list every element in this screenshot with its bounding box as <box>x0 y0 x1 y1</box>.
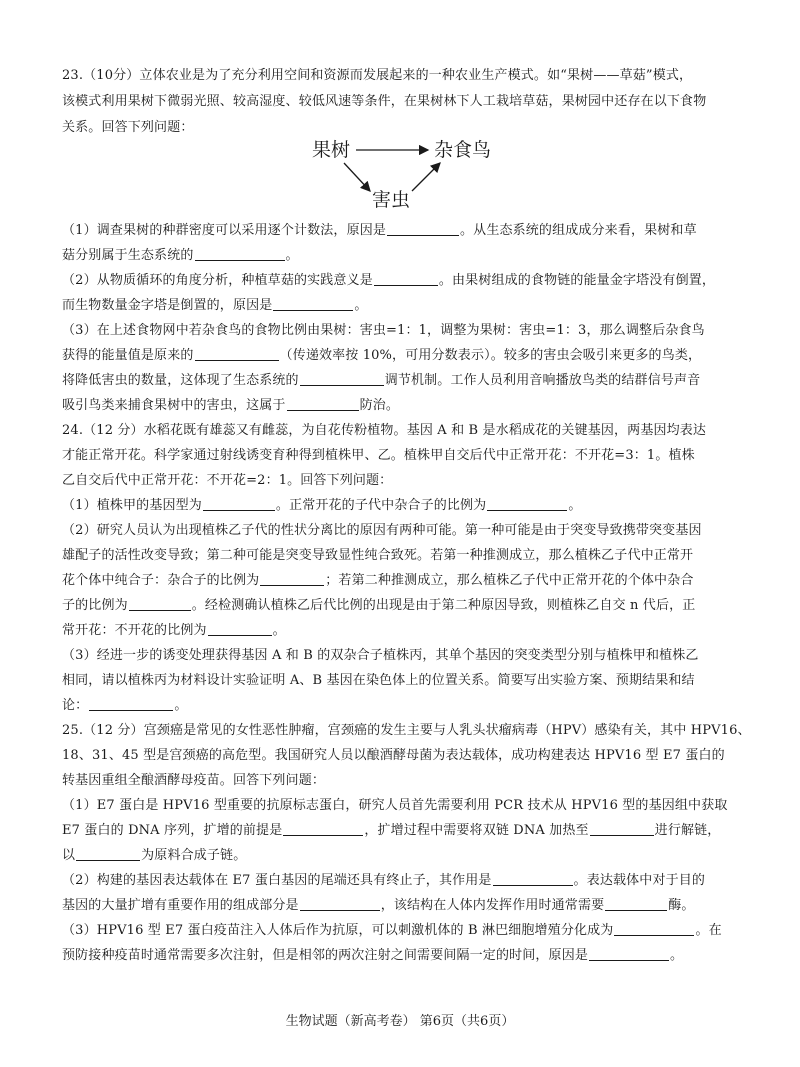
q24-p2-line-2: 雄配子的活性改变导致；第二种可能是突变导致显性纯合致死。若第一种推测成立，那么植株乙子代中正常开 <box>62 548 694 563</box>
q25-p1-line-2: E7 蛋白的 DNA 序列，扩增的前提是 ，扩增过程中需要将双链 DNA 加热至 进行解链， <box>62 823 721 838</box>
answer-blank[interactable] <box>614 921 694 936</box>
answer-blank[interactable] <box>300 896 380 911</box>
q23-line-1: 23.（10分）立体农业是为了充分利用空间和资源而发展起来的一种农业生产模式。如“果树——草菇”模式， <box>62 68 693 83</box>
node-fruit-tree: 果树 <box>312 139 351 161</box>
q25-line-1: 25.（12 分）宫颈癌是常见的女性恶性肿瘤，宫颈癌的发生主要与人乳头状瘤病毒（HPV）感染有关，其中 HPV16、 <box>62 723 751 738</box>
q23-line-2: 该模式利用果树下微弱光照、较高湿度、较低风速等条件，在果树林下人工栽培草菇，果树园中还存在以下食物 <box>62 94 707 109</box>
answer-blank[interactable] <box>487 496 567 511</box>
answer-blank[interactable] <box>374 271 438 286</box>
q23-p3-line-2: 获得的能量值是原来的 （传递效率按 10%，可用分数表示）。较多的害虫会吸引来更多的鸟类， <box>62 348 702 363</box>
node-omnivorous-bird: 杂食鸟 <box>434 139 492 161</box>
q23-p3-line-1: （3）在上述食物网中若杂食鸟的食物比例由果树：害虫=1：1，调整为果树：害虫=1：3，那么调整后杂食鸟 <box>62 323 705 338</box>
q25-line-3: 转基因重组全酿酒酵母疫苗。回答下列问题： <box>62 773 326 788</box>
q24-p2-line-3: 花个体中纯合子：杂合子的比例为 ；若第二种推测成立，那么植株乙子代中正常开花的个体中杂合 <box>62 573 694 588</box>
q25-p2-line-2: 基因的大量扩增有重要作用的组成部分是 ，该结构在人体内发挥作用时通常需要 酶。 <box>62 898 695 913</box>
q24-line-3: 乙自交后代中正常开花：不开花=2：1。回答下列问题： <box>62 473 393 488</box>
answer-blank[interactable] <box>208 621 272 636</box>
answer-blank[interactable] <box>195 246 285 261</box>
q25-line-2: 18、31、45 型是宫颈癌的高危型。我国研究人员以酿酒酵母菌为表达载体，成功构建表达 HPV16 型 E7 蛋白的 <box>62 748 725 763</box>
answer-blank[interactable] <box>260 571 324 586</box>
arrow-insect-to-bird <box>412 163 440 191</box>
q25-p2-line-1: （2）构建的基因表达载体在 E7 蛋白基因的尾端还具有终止子，其作用是 。表达载体中对于目的 <box>62 873 706 888</box>
q23-p3-line-3: 将降低害虫的数量，这体现了生态系统的 调节机制。工作人员利用音响播放鸟类的结群信号声音 <box>62 373 701 388</box>
q25-p1-line-1: （1）E7 蛋白是 HPV16 型重要的抗原标志蛋白，研究人员首先需要利用 PCR 技术从 HPV16 型的基因组中获取 <box>62 798 728 813</box>
q23-line-3: 关系。回答下列问题： <box>62 120 194 135</box>
q24-line-2: 才能正常开花。科学家通过射线诱变育种得到植株甲、乙。植株甲自交后代中正常开花：不开花=3：1。植株 <box>62 448 695 463</box>
q23-p1-line-2: 菇分别属于生态系统的 。 <box>62 248 299 263</box>
answer-blank[interactable] <box>605 896 667 911</box>
answer-blank[interactable] <box>273 296 353 311</box>
answer-blank[interactable] <box>283 821 363 836</box>
food-web-arrows <box>300 135 520 215</box>
answer-blank[interactable] <box>195 346 279 361</box>
q23-p2-line-1: （2）从物质循环的角度分析，种植草菇的实践意义是 。由果树组成的食物链的能量金字塔没有倒置， <box>62 273 716 288</box>
q23-p3-line-4: 吸引鸟类来捕食果树中的害虫，这属于 防治。 <box>62 398 400 413</box>
q24-p2-line-5: 常开花：不开花的比例为 。 <box>62 623 286 638</box>
answer-blank[interactable] <box>287 396 359 411</box>
answer-blank[interactable] <box>76 846 140 861</box>
q24-p2-line-1: （2）研究人员认为出现植株乙子代的性状分离比的原因有两种可能。第一种可能是由于突变导致携带突变基因 <box>62 523 702 538</box>
q25-p3-line-1: （3）HPV16 型 E7 蛋白疫苗注入人体后作为抗原，可以刺激机体的 B 淋巴细胞增殖分化成为 。在 <box>62 923 722 938</box>
answer-blank[interactable] <box>203 496 275 511</box>
arrow-tree-to-insect <box>344 163 370 191</box>
answer-blank[interactable] <box>387 221 459 236</box>
food-web-diagram <box>300 135 520 215</box>
q24-p3-line-2: 相同，请以植株丙为材料设计实验证明 A、B 基因在染色体上的位置关系。简要写出实验方案、预期结果和结 <box>62 673 695 688</box>
answer-blank[interactable] <box>589 946 669 961</box>
q24-p3-line-1: （3）经进一步的诱变处理获得基因 A 和 B 的双杂合子植株丙，其单个基因的突变类型分别与植株甲和植株乙 <box>62 648 699 663</box>
answer-blank[interactable] <box>300 371 384 386</box>
q24-p1-line-1: （1）植株甲的基因型为 。正常开花的子代中杂合子的比例为 。 <box>62 498 582 513</box>
answer-blank[interactable] <box>493 871 573 886</box>
q25-p1-line-3: 以 为原料合成子链。 <box>62 848 247 863</box>
answer-blank[interactable] <box>89 696 173 711</box>
q25-p3-line-2: 预防接种疫苗时通常需要多次注射，但是相邻的两次注射之间需要间隔一定的时间，原因是 。 <box>62 948 684 963</box>
q24-p2-line-4: 子的比例为 。经检测确认植株乙后代比例的出现是由于第二种原因导致，则植株乙自交 n 代后，正 <box>62 598 696 613</box>
q24-p3-line-3: 论： 。 <box>62 698 188 713</box>
answer-blank[interactable] <box>129 596 191 611</box>
node-pest-insect: 害虫 <box>372 189 411 211</box>
answer-blank[interactable] <box>590 821 654 836</box>
page-footer: 生物试题（新高考卷） 第6页（共6页） <box>285 1014 515 1029</box>
q24-line-1: 24.（12 分）水稻花既有雄蕊又有雌蕊，为自花传粉植物。基因 A 和 B 是水稻成花的关键基因，两基因均表达 <box>62 423 707 438</box>
q23-p1-line-1: （1）调查果树的种群密度可以采用逐个计数法，原因是 。从生态系统的组成成分来看，果树和草 <box>62 223 697 238</box>
q23-p2-line-2: 而生物数量金字塔是倒置的，原因是 。 <box>62 298 368 313</box>
